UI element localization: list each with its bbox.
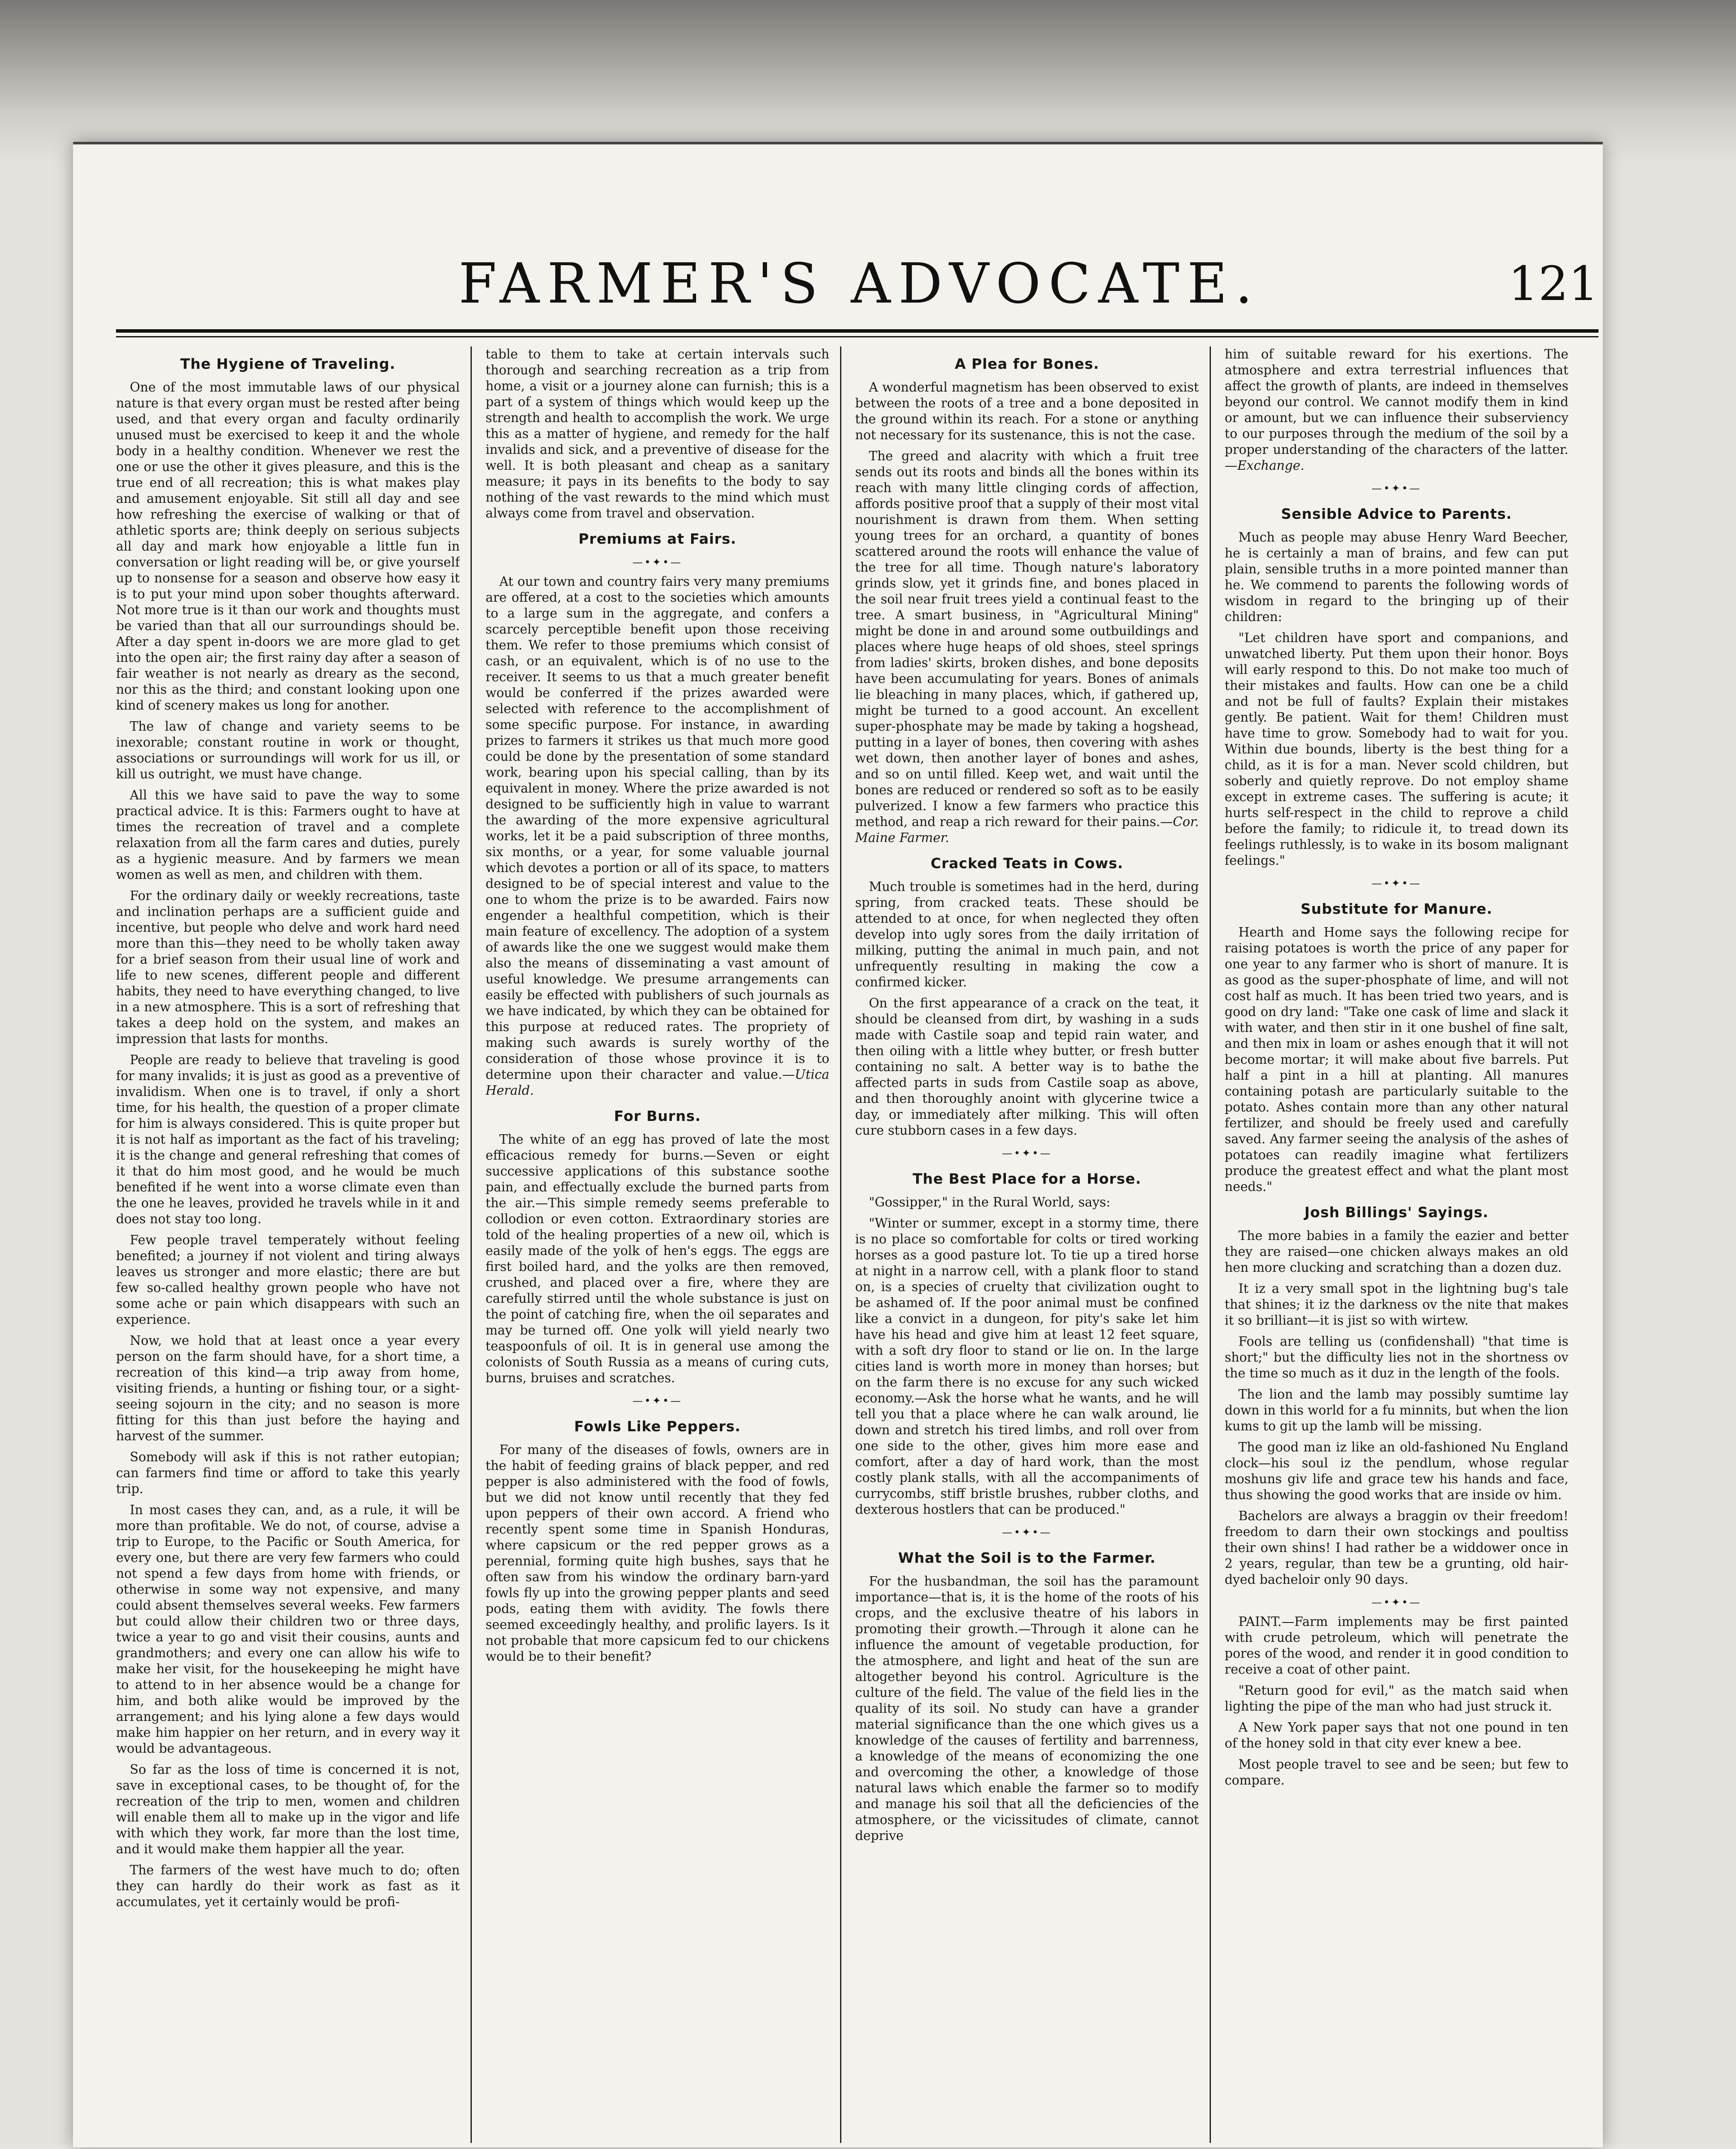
article-heading: What the Soil is to the Farmer.	[898, 1549, 1156, 1566]
paragraph: Much as people may abuse Henry Ward Beecher, he is certainly a man of brains, and few can put plain, sensible truths in a more pointed manner than he. We commend to parents the following words of wisdom in regard to the bringing up of their children:	[1225, 530, 1568, 624]
paragraph: Much trouble is sometimes had in the herd, during spring, from cracked teats. These should be attended to at once, for when neglected they often develop into ugly sores from the daily irritation of milking, putting the animal in much pain, and not unfrequently resulting in making the cow a confirmed kicker.	[855, 879, 1199, 989]
paragraph: A wonderful magnetism has been observed to exist between the roots of a tree and a bone deposited in the ground within its reach. For a stone or anything not necessary for its sustenance, this is not the case.	[855, 380, 1199, 442]
column-3	[855, 346, 1199, 2143]
scan-background	[0, 0, 1736, 163]
paragraph: All this we have said to pave the way to some practical advice. It is this: Farmers ought to have at times the recreation of travel and a complete relaxation from all the farm cares and duties, purely as a hygienic measure. And by farmers we mean women as well as men, and children with them.	[116, 788, 460, 882]
paragraph: It iz a very small spot in the lightning bug's tale that shines; it iz the darkness ov the nite that makes it so brilliant—it is jist so with wirtew.	[1225, 1281, 1568, 1328]
page-number: 121	[1508, 256, 1598, 311]
ornament: —•✦•—	[1371, 877, 1422, 889]
masthead-title: FARMER'S ADVOCATE.	[458, 252, 1260, 316]
paragraph: Most people travel to see and be seen; but few to compare.	[1225, 1757, 1568, 1788]
column-divider	[1210, 346, 1211, 2143]
paragraph: Fools are telling us (confidenshall) "that time is short;" but the difficulty lies not in the shortness ov the time so much as it duz in the length of the fools.	[1225, 1334, 1568, 1381]
paragraph: Somebody will ask if this is not rather eutopian; can farmers find time or afford to take this yearly trip.	[116, 1450, 460, 1496]
paragraph: "Winter or summer, except in a stormy time, there is no place so comfortable for colts or tired working horses as a good pasture lot. To tie up a tired horse at night in a narrow cell, with a plank floor to stand on, is a species of cruelty that civilization ought to be ashamed of. If the poor animal must be confined like a convict in a dungeon, for pity's sake let him have his head and give him at least 12 feet square, with a soft dry floor to stand or lie on. In the large cities land is worth more in money than horses; but on the farm there is no excuse for any such wicked economy.—Ask the horse what he wants, and he will tell you that a place where he can walk around, lie down and stretch his tired limbs, and roll over from one side to the other, gives him more ease and comfort, after a day of hard work, than the most costly plank stalls, with all the accompaniments of currycombs, stiff bristle brushes, rubber cloths, and dexterous hostlers that can be produced."	[855, 1216, 1199, 1517]
paragraph: In most cases they can, and, as a rule, it will be more than profitable. We do not, of course, advise a trip to Europe, to the Pacific or South America, for every one, but there are very few farmers who could not spend a few days from home with friends, or otherwise in some way not expensive, and many could absent themselves several weeks. Few farmers but could allow their children two or three days, twice a year to go and visit their cousins, aunts and grandmothers; and every one can allow his wife to make her visit, for the housekeeping he might have to attend to in her absence would be a change for him, and both alike would be improved by the arrangement; and his lying alone a few days would make him happier on her return, and in every way it would be advantageous.	[116, 1503, 460, 1756]
ornament: —•✦•—	[1002, 1526, 1052, 1538]
paragraph: For many of the diseases of fowls, owners are in the habit of feeding grains of black pepper, and red pepper is also administered with the food of fowls, but we did not know until recently that they fed upon peppers of their own accord. A friend who recently spent some time in Spanish Honduras, where capsicum or the red pepper grows as a perennial, forming quite high bushes, says that he often saw from his window the ordinary barn-yard fowls fly up into the growing pepper plants and seed pods, eating them with avidity. The fowls there seemed exceedingly healthy, and prolific layers. Is it not probable that more capsicum fed to our chickens would be to their benefit?	[486, 1442, 829, 1664]
paragraph: The good man iz like an old-fashioned Nu England clock—his soul iz the pendlum, whose regular moshuns giv life and grace tew his hands and face, thus showing the good works that are inside ov him.	[1225, 1440, 1568, 1502]
paragraph: Hearth and Home says the following recipe for raising potatoes is worth the price of any paper for one year to any farmer who is short of manure. It is as good as the super-phosphate of lime, and will not cost half as much. It has been tried two years, and is good on dry land: "Take one cask of lime and slack it with water, and then stir in it one bushel of fine salt, and then mix in loam or ashes enough that it will not become mortar; it will make about five barrels. Put half a pint in a hill at planting. All manures containing potash are particularly suitable to the potato. Ashes contain more than any other natural fertilizer, and should be freely used and carefully saved. Any farmer seeing the analysis of the ashes of potatoes can readily imagine what fertilizers produce the greatest effect and what the plant most needs."	[1225, 925, 1568, 1194]
article-heading: The Hygiene of Traveling.	[180, 355, 396, 372]
masthead	[120, 252, 1598, 329]
article-heading: Fowls Like Peppers.	[574, 1418, 741, 1435]
paragraph: The lion and the lamb may possibly sumtime lay down in this world for a fu minnits, but when the lion kums to git up the lamb will be missing.	[1225, 1387, 1568, 1433]
paragraph: So far as the loss of time is concerned it is not, save in exceptional cases, to be thought of, for the recreation of the trip to men, women and children will enable them all to make up in the vigor and life with which they work, far more than the lost time, and it would make them happier all the year.	[116, 1762, 460, 1856]
ornament: —•✦•—	[1002, 1147, 1052, 1159]
ornament: —•✦•—	[632, 556, 683, 568]
paragraph: People are ready to believe that traveling is good for many invalids; it is just as good as a preventive of invalidism. When one is to travel, if only a short time, for his health, the question of a proper climate for him is always considered. This is quite proper but it is not half as important as the fact of his traveling; it is the change and general refreshing that comes of it that do him most good, and he would be much benefited if he went into a worse climate even than the one he leaves, provided he travels while in it and does not stay too long.	[116, 1053, 460, 1226]
paragraph: The more babies in a family the eazier and better they are raised—one chicken always makes an old hen more clucking and scratching than a dozen duz.	[1225, 1228, 1568, 1275]
masthead-rule	[116, 329, 1598, 333]
ornament: —•✦•—	[632, 1395, 683, 1407]
newspaper-page	[73, 142, 1603, 2147]
paragraph: PAINT.—Farm implements may be first painted with crude petroleum, which will penetrate the pores of the wood, and render it in good condition to receive a coat of other paint.	[1225, 1614, 1568, 1677]
column-2	[486, 346, 829, 2143]
article-heading: Sensible Advice to Parents.	[1281, 505, 1512, 522]
article-heading: Josh Billings' Sayings.	[1304, 1204, 1489, 1221]
paragraph: For the ordinary daily or weekly recreations, taste and inclination perhaps are a sufficient guide and incentive, but people who delve and work hard need more than this—they need to be wholly taken away for a brief season from their usual line of work and life to new scenes, different people and different habits, they need to have everything changed, to live in a new atmosphere. This is a sort of refreshing that takes a deep hold on the system, and makes an impression that lasts for months.	[116, 888, 460, 1046]
paragraph: "Gossipper," in the Rural World, says:	[869, 1195, 1110, 1209]
credit: —Cor. Maine Farmer.	[855, 814, 1199, 845]
credit: —Exchange.	[1225, 458, 1305, 473]
article-heading: Substitute for Manure.	[1300, 900, 1493, 917]
paragraph: The farmers of the west have much to do; often they can hardly do their work as fast as it accumulates, yet it certainly would be profi-	[116, 1863, 460, 1909]
masthead-rule-thin	[116, 336, 1598, 337]
paragraph: The law of change and variety seems to be inexorable; constant routine in work or thought, associations or surroundings will work for us ill, or kill us outright, we must have change.	[116, 719, 460, 781]
paragraph	[855, 448, 1199, 846]
paragraph-text: The greed and alacrity with which a fruit tree sends out its roots and binds all the bones within its reach with many little clinging cords of affection, affords positive proof that a supply of their most vital nourishment is drawn from them. When setting young trees for an orchard, a quantity of bones scattered around the roots will enhance the value of the tree for all time. Though nature's laboratory grinds slow, yet it grinds fine, and bones placed in the soil near fruit trees yield a continual feast to the tree. A smart business, in "Agricultural Mining" might be done in and around some outbuildings and places where huge heaps of old shoes, steel springs from ladies' skirts, broken dishes, and bone deposits have been accumulating for years. Bones of animals lie bleaching in many places, which, if gathered up, might be turned to a good account. An excellent super-phosphate may be made by taking a hogshead, putting in a layer of bones, then covering with ashes wet down, then another layer of bones and ashes, and so on until filled. Keep wet, and wait until the bones are reduced or rendered so soft as to be easily pulverized. I know a few farmers who practice this method, and reap a rich reward for their pains.	[855, 449, 1199, 829]
paragraph: The white of an egg has proved of late the most efficacious remedy for burns.—Seven or eight successive applications of this substance soothe pain, and effectually exclude the burned parts from the air.—This simple remedy seems preferable to collodion or even cotton. Extraordinary stories are told of the healing properties of a new oil, which is easily made of the yolk of hen's eggs. The eggs are first boiled hard, and the yolks are then removed, crushed, and placed over a fire, where they are carefully stirred until the whole substance is just on the point of catching fire, when the oil separates and may be turned off. One yolk will yield nearly two teaspoonfuls of oil. It is in general use among the colonists of South Russia as a means of curing cuts, burns, bruises and scratches.	[486, 1132, 829, 1385]
paragraph: Bachelors are always a braggin ov their freedom! freedom to darn their own stockings and poultiss their own shins! I had rather be a widdower once in 2 years, regular, than tew be a grunting, old hair-dyed bacheloir only 90 days.	[1225, 1509, 1568, 1587]
paragraph: Few people travel temperately without feeling benefited; a journey if not violent and tiring always leaves us stronger and more elastic; there are but few so-called healthy grown people who have not some ache or pain which disappears with such an experience.	[116, 1233, 460, 1327]
credit: —Utica Herald.	[486, 1067, 829, 1098]
paragraph-text: At our town and country fairs very many premiums are offered, at a cost to the societies which amounts to a large sum in the aggregate, and confers a scarcely perceptible benefit upon those receiving them. We refer to those premiums which consist of cash, or an equivalent, which is of no use to the receiver. It seems to us that a much greater benefit would be conferred if the prizes awarded were selected with reference to the accomplishment of some specific purpose. For instance, in awarding prizes to farmers it strikes us that much more good could be done by the presentation of some standard work, bearing upon his special calling, than by its equivalent in money. Where the prize awarded is not designed to be sufficiently high in value to warrant the awarding of the more expensive agricultural works, let it be a paid subscription of three months, six months, or a year, for some valuable journal which devotes a portion or all of its space, to matters designed to be of special interest and value to the one to whom the prize is to be awarded. Fairs now engender a healthful competition, which is their main feature of excellency. The adoption of a system of awards like the one we suggest would make them also the means of disseminating a vast amount of useful knowledge. We presume arrangements can easily be effected with publishers of such journals as we have indicated, by which they can be obtained for this purpose at reduced rates. The propriety of making such awards is surely worthy of the consideration of those whose province it is to determine upon their character and value.	[486, 574, 829, 1082]
column-1	[116, 346, 460, 2143]
article-heading: For Burns.	[614, 1108, 701, 1124]
paragraph	[1225, 346, 1568, 474]
paragraph: One of the most immutable laws of our physical nature is that every organ must be rested after being used, and that every organ and faculty ordinarily unused must be exercised to keep it and the whole body in a healthy condition. Whenever we rest the one or use the other it gives pleasure, and this is the true end of all recreation; this is what makes play and amusement enjoyable. Sit still all day and see how refreshing the exercise of walking or that of athletic sports are; think deeply on serious subjects all day and mark how enjoyable a little fun in conversation or light reading will be, or give yourself up to nonsense for a season and observe how easy it is to put your mind upon sober thoughts afterward. Not more true is it than our work and thoughts must be varied than that all our surroundings should be. After a day spent in-doors we are more glad to get into the open air; the first rainy day after a season of fair weather is not nearly as dreary as the second, nor this as the third; and constant looking upon one kind of scenery makes us long for another.	[116, 380, 460, 713]
paragraph: A New York paper says that not one pound in ten of the honey sold in that city ever knew a bee.	[1225, 1720, 1568, 1751]
article-heading: The Best Place for a Horse.	[912, 1170, 1142, 1187]
paragraph: "Return good for evil," as the match said when lighting the pipe of the man who had just struck it.	[1225, 1683, 1568, 1714]
article-columns	[116, 346, 1603, 2143]
paragraph: On the first appearance of a crack on the teat, it should be cleansed from dirt, by washing in a suds made with Castile soap and tepid rain water, and then oiling with a little whey butter, or fresh butter containing no salt. A better way is to bathe the affected parts in suds from Castile soap as above, and then thoroughly anoint with glycerine twice a day, or immediately after milking. This will often cure stubborn cases in a few days.	[855, 996, 1199, 1138]
ornament: —•✦•—	[1371, 1596, 1422, 1608]
paragraph: For the husbandman, the soil has the paramount importance—that is, it is the home of the roots of his crops, and the exclusive theatre of his labors in promoting their growth.—Through it alone can he influence the amount of vegetable production, for the atmosphere, and light and heat of the sun are altogether beyond his control. Agriculture is the culture of the field. The value of the field lies in the quality of its soil. No study can have a grander material significance than the one which gives us a knowledge of the causes of fertility and barrenness, a knowledge of the means of economizing the one and overcoming the other, a knowledge of those natural laws which enable the farmer so to modify and manage his soil that all the deficiencies of the atmosphere, or the vicissitudes of climate, cannot deprive	[855, 1574, 1199, 1843]
article-heading: Premiums at Fairs.	[578, 530, 737, 547]
paragraph: "Let children have sport and companions, and unwatched liberty. Put them upon their honor. Boys will early respond to this. Do not make too much of their mistakes and faults. How can one be a child and not be full of faults? Explain their mistakes gently. Be patient. Wait for them! Children must have time to grow. Somebody had to wait for you. Within due bounds, liberty is the best thing for a child, as it is for a man. Never scold children, but soberly and quietly reprove. Do not employ shame except in extreme cases. The suffering is acute; it hurts self-respect in the child to reprove a child before the family; to ridicule it, to tread down its feelings ruthlessly, is to wake in its bosom malignant feelings."	[1225, 631, 1568, 868]
ornament: —•✦•—	[1371, 482, 1422, 494]
paragraph: Now, we hold that at least once a year every person on the farm should have, for a short time, a recreation of this kind—a trip away from home, visiting friends, a hunting or fishing tour, or a sight-seeing sojourn in the city; and no season is more fitting for this than just before the haying and harvest of the summer.	[116, 1333, 460, 1443]
column-divider	[471, 346, 472, 2143]
column-4	[1225, 346, 1568, 2143]
paragraph-text: him of suitable reward for his exertions. The atmosphere and extra terrestrial influences that affect the growth of plants, are indeed in themselves beyond our control. We cannot modify them in kind or amount, but we can influence their subserviency to our purposes through the medium of the soil by a proper understanding of the characters of the latter.	[1225, 347, 1568, 457]
paragraph: table to them to take at certain intervals such thorough and searching recreation as a trip from home, a visit or a journey alone can furnish; this is a part of a system of things which would keep up the strength and health to accomplish the work. We urge this as a matter of hygiene, and remedy for the half invalids and sick, and a preventive of disease for the well. It is both pleasant and cheap as a sanitary measure; it pays in its benefits to the body to say nothing of the vast rewards to the mind which must always come from travel and observation.	[486, 347, 829, 520]
column-divider	[840, 346, 841, 2143]
article-heading: Cracked Teats in Cows.	[930, 855, 1124, 872]
paragraph	[486, 574, 829, 1099]
article-heading: A Plea for Bones.	[954, 355, 1100, 372]
